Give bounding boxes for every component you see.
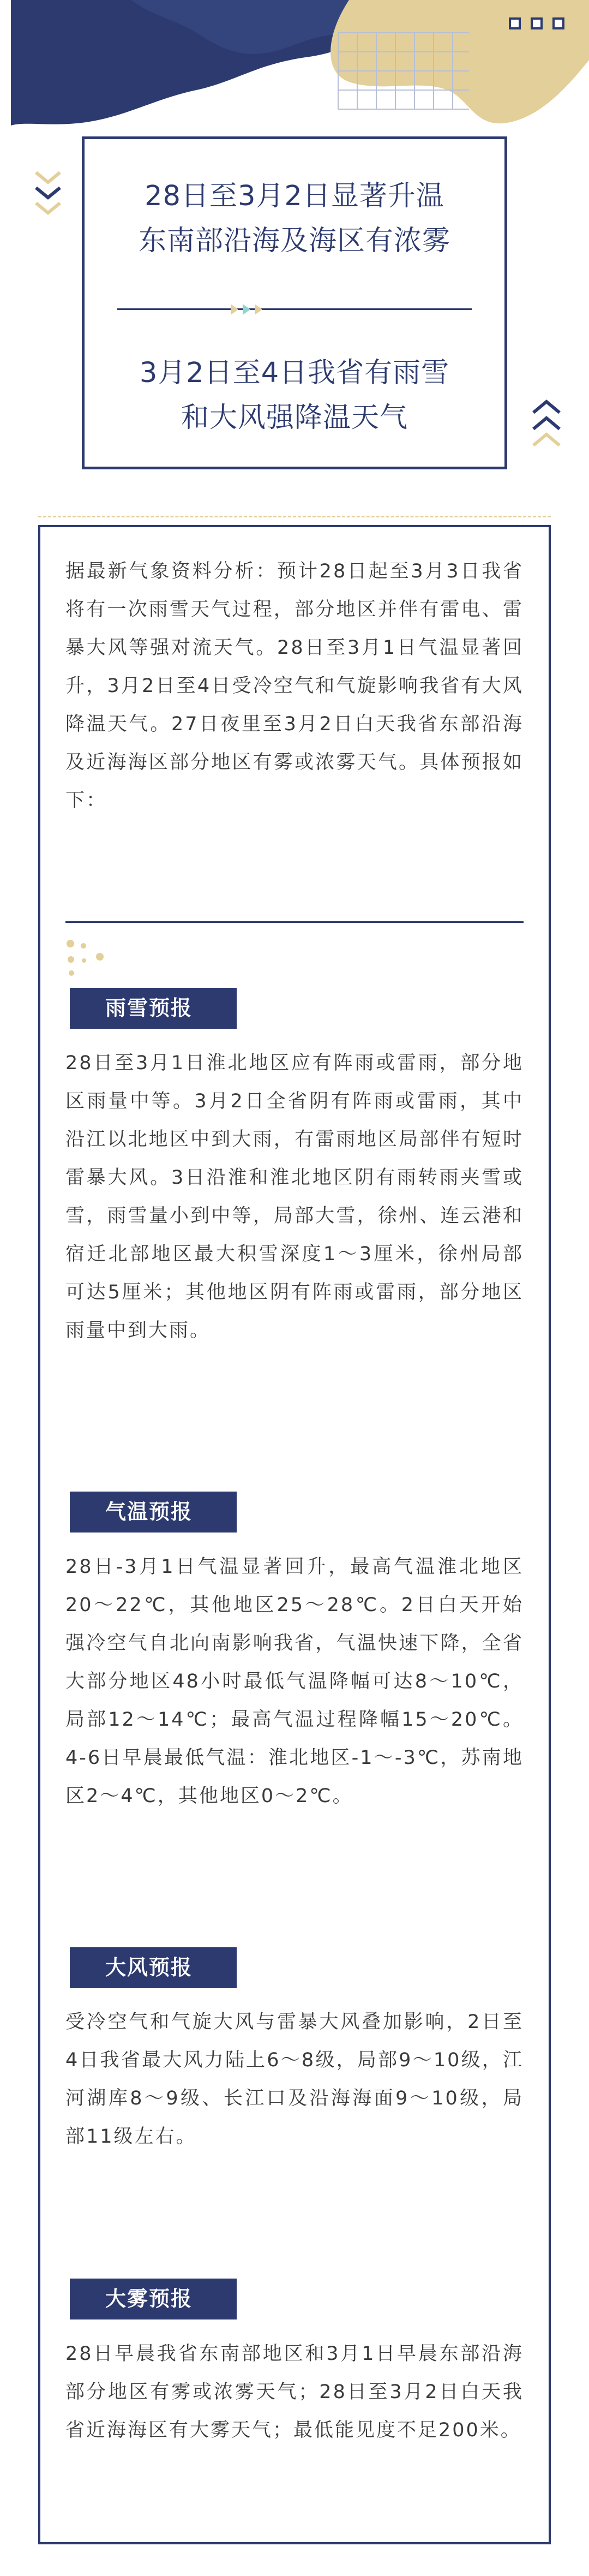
section-label-temperature: 气温预报: [70, 1492, 237, 1533]
triangle-icon: [231, 304, 238, 315]
dot-decoration: [68, 956, 74, 963]
dot-decoration: [96, 953, 104, 961]
chevron-up-icon: [531, 398, 562, 458]
title-line-1: 28日至3月2日显著升温: [145, 180, 444, 212]
window-button-3[interactable]: [552, 17, 564, 29]
chevron-down-icon: [34, 169, 62, 224]
window-button-2[interactable]: [531, 17, 543, 29]
dot-decoration: [69, 970, 74, 976]
section-label-rain-snow: 雨雪预报: [70, 988, 237, 1029]
header-wave-art: [0, 0, 589, 134]
dashed-divider: [38, 516, 551, 517]
title-line-2: 东南部沿海及海区有浓雾: [138, 225, 450, 257]
triangle-icon: [255, 304, 262, 315]
title-divider: [117, 308, 472, 310]
section-text-rain-snow: 28日至3月1日淮北地区应有阵雨或雷雨，部分地区雨量中等。3月2日全省阴有阵雨或雷雨，其中沿江以北地区中到大雨，有雷雨地区局部伴有短时雷暴大风。3日沿淮和淮北地区阴有雨转雨夹雪或雪，雨雪量小到中等，局部大雪，徐州、连云港和宿迁北部地区最大积雪深度1～3厘米，徐州局部可达5厘米；其他地区阴有阵雨或雷雨，部分地区雨量中到大雨。: [65, 1052, 524, 1341]
section-text-wind: 受冷空气和气旋大风与雷暴大风叠加影响，2日至4日我省最大风力陆上6～8级，局部9～10级，江河湖库8～9级、长江口及沿海海面9～10级，局部11级左右。: [65, 2011, 524, 2148]
dot-decoration: [81, 943, 86, 949]
section-label-wind: 大风预报: [70, 1947, 237, 1988]
dot-decoration: [67, 940, 74, 947]
title-line-3: 3月2日至4日我省有雨雪: [139, 357, 450, 389]
intro-paragraph: 据最新气象资料分析：预计28日起至3月3日我省将有一次雨雪天气过程，部分地区并伴有雷电、雷暴大风等强对流天气。28日至3月1日气温显著回升，3月2日至4日受冷空气和气旋影响我省有大风降温天气。27日夜里至3月2日白天我省东部沿海及近海海区部分地区有雾或浓雾天气。具体预报如下：: [65, 560, 524, 812]
title-box: [82, 136, 507, 469]
dot-decoration: [82, 958, 86, 963]
window-button-1[interactable]: [509, 17, 521, 29]
section-text-fog: 28日早晨我省东南部地区和3月1日早晨东部沿海部分地区有雾或浓雾天气；28日至3月2日白天我省近海海区有大雾天气；最低能见度不足200米。: [65, 2343, 524, 2441]
section-label-fog: 大雾预报: [70, 2279, 237, 2319]
content-box: [38, 525, 551, 2544]
triangle-icon: [243, 304, 250, 315]
header-decoration: [0, 0, 589, 134]
title-line-4: 和大风强降温天气: [181, 402, 408, 434]
section-text-temperature: 28日-3月1日气温显著回升，最高气温淮北地区20～22℃，其他地区25～28℃。2日白天开始强冷空气自北向南影响我省，气温快速下降，全省大部分地区48小时最低气温降幅可达8～10℃，局部12～14℃；最高气温过程降幅15～20℃。4-6日早晨最低气温：淮北地区-1～-3℃，苏南地区2～4℃，其他地区0～2℃。: [65, 1556, 524, 1807]
section-separator: [65, 921, 524, 923]
